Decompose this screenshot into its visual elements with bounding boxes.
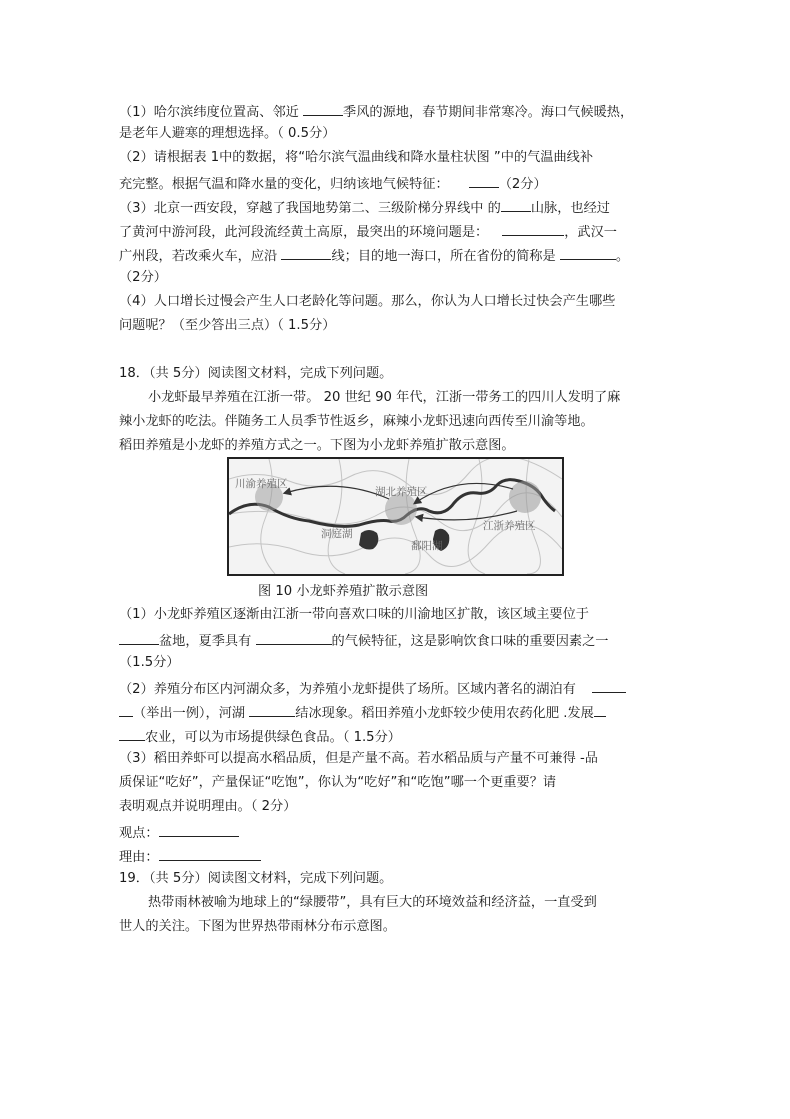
- q18-intro-line2: 辣小龙虾的吃法。伴随务工人员季节性返乡，麻辣小龙虾迅速向西传至川渝等地。: [119, 414, 594, 429]
- figure-caption: 图 10 小龙虾养殖扩散示意图: [258, 584, 429, 599]
- label-chuanyu: 川渝养殖区: [235, 478, 288, 490]
- answer-blank: [256, 631, 332, 645]
- q17-part4-line1: （4）人口增长过慢会产生人口老龄化等问题。那么，你认为人口增长过快会产生哪些: [119, 294, 616, 309]
- answer-blank: [119, 727, 145, 741]
- label-poyang: 鄱阳湖: [411, 540, 443, 552]
- label-hubei: 湖北养殖区: [375, 486, 428, 498]
- label-dongting: 洞庭湖: [321, 528, 353, 540]
- answer-blank: [502, 222, 564, 236]
- q19-intro-line1: 热带雨林被喻为地球上的“绿腰带”，具有巨大的环境效益和经济益，一直受到: [148, 895, 597, 910]
- q17-part2-line1: （2）请根据表 1中的数据，将“哈尔滨气温曲线和降水量柱状图 ”中的气温曲线补: [119, 150, 594, 165]
- q18-intro-line3: 稻田养殖是小龙虾的养殖方式之一。下图为小龙虾养殖扩散示意图。: [119, 438, 515, 453]
- answer-blank: [501, 198, 531, 212]
- answer-blank: [560, 246, 616, 260]
- q18-sub2-line3: 农业，可以为市场提供绿色食品。（ 1.5分）: [119, 727, 401, 746]
- answer-blank: [119, 703, 133, 717]
- answer-blank: [469, 174, 499, 188]
- view-answer-blank: [159, 823, 239, 837]
- answer-blank: [119, 631, 159, 645]
- q17-part3-line1: （3）北京一西安段，穿越了我国地势第二、三级阶梯分界线中 的 山脉，也经过: [119, 198, 610, 217]
- reason-answer-blank: [159, 847, 261, 861]
- q18-sub1-line3: （1.5分）: [119, 655, 180, 670]
- jiangzhe-area-marker: [509, 481, 541, 513]
- answer-blank: [303, 102, 343, 116]
- q17-part2-line2: 充完整。根据气温和降水量的变化，归纳该地气候特征： （2分）: [119, 174, 547, 193]
- answer-blank: [592, 679, 626, 693]
- q18-reason-line: 理由：: [119, 847, 261, 866]
- q18-intro-line1: 小龙虾最早养殖在江浙一带。 20 世纪 90 年代，江浙一带务工的四川人发明了麻: [148, 390, 621, 405]
- q18-sub1-line2: 盆地，夏季具有 的气候特征，这是影响饮食口味的重要因素之一: [119, 631, 608, 650]
- q18-sub1-line1: （1）小龙虾养殖区逐渐由江浙一带向喜欢口味的川渝地区扩散，该区域主要位于: [119, 607, 589, 622]
- q18-heading: 18．（共 5分）阅读图文材料，完成下列问题。: [119, 366, 393, 381]
- label-jiangzhe: 江浙养殖区: [483, 520, 536, 532]
- q17-part4-line2: 问题呢？（至少答出三点）（ 1.5分）: [119, 318, 336, 333]
- spread-arrow-hubei-chuanyu: [285, 486, 389, 499]
- q18-sub2-line1: （2）养殖分布区内河湖众多，为养殖小龙虾提供了场所。区域内著名的湖泊有: [119, 679, 626, 698]
- q18-sub3-line3: 表明观点并说明理由。（ 2分）: [119, 799, 297, 814]
- answer-blank: [249, 703, 295, 717]
- crayfish-spread-map: [227, 457, 564, 576]
- dongting-lake: [359, 530, 378, 550]
- q17-part1-line1: （1）哈尔滨纬度位置高、邻近 季风的源地，春节期间非常寒冷。海口气候暖热，: [119, 102, 633, 121]
- q18-view-line: 观点：: [119, 823, 239, 842]
- q18-sub2-line2: （举出一例），河湖 结冰现象。稻田养殖小龙虾较少使用农药化肥 .发展: [119, 703, 606, 722]
- q18-sub3-line2: 质保证“吃好”，产量保证“吃饱”，你认为“吃好”和“吃饱”哪一个更重要？请: [119, 775, 557, 790]
- map-graphic: [229, 459, 562, 574]
- answer-blank: [594, 703, 606, 717]
- q17-part3-line3: 广州段，若改乘火车，应沿 线；目的地一海口，所在省份的简称是 。: [119, 246, 629, 265]
- q17-part3-line2: 了黄河中游河段，此河段流经黄土高原，最突出的环境问题是： ，武汉一: [119, 222, 617, 241]
- q19-intro-line2: 世人的关注。下图为世界热带雨林分布示意图。: [119, 919, 396, 934]
- q18-sub3-line1: （3）稻田养虾可以提高水稻品质，但是产量不高。若水稻品质与产量不可兼得 -品: [119, 751, 598, 766]
- q17-part1-line2: 是老年人避寒的理想选择。（ 0.5分）: [119, 126, 336, 141]
- q17-part3-line4: （2分）: [119, 270, 167, 285]
- answer-blank: [281, 246, 331, 260]
- q19-heading: 19．（共 5分）阅读图文材料，完成下列问题。: [119, 871, 393, 886]
